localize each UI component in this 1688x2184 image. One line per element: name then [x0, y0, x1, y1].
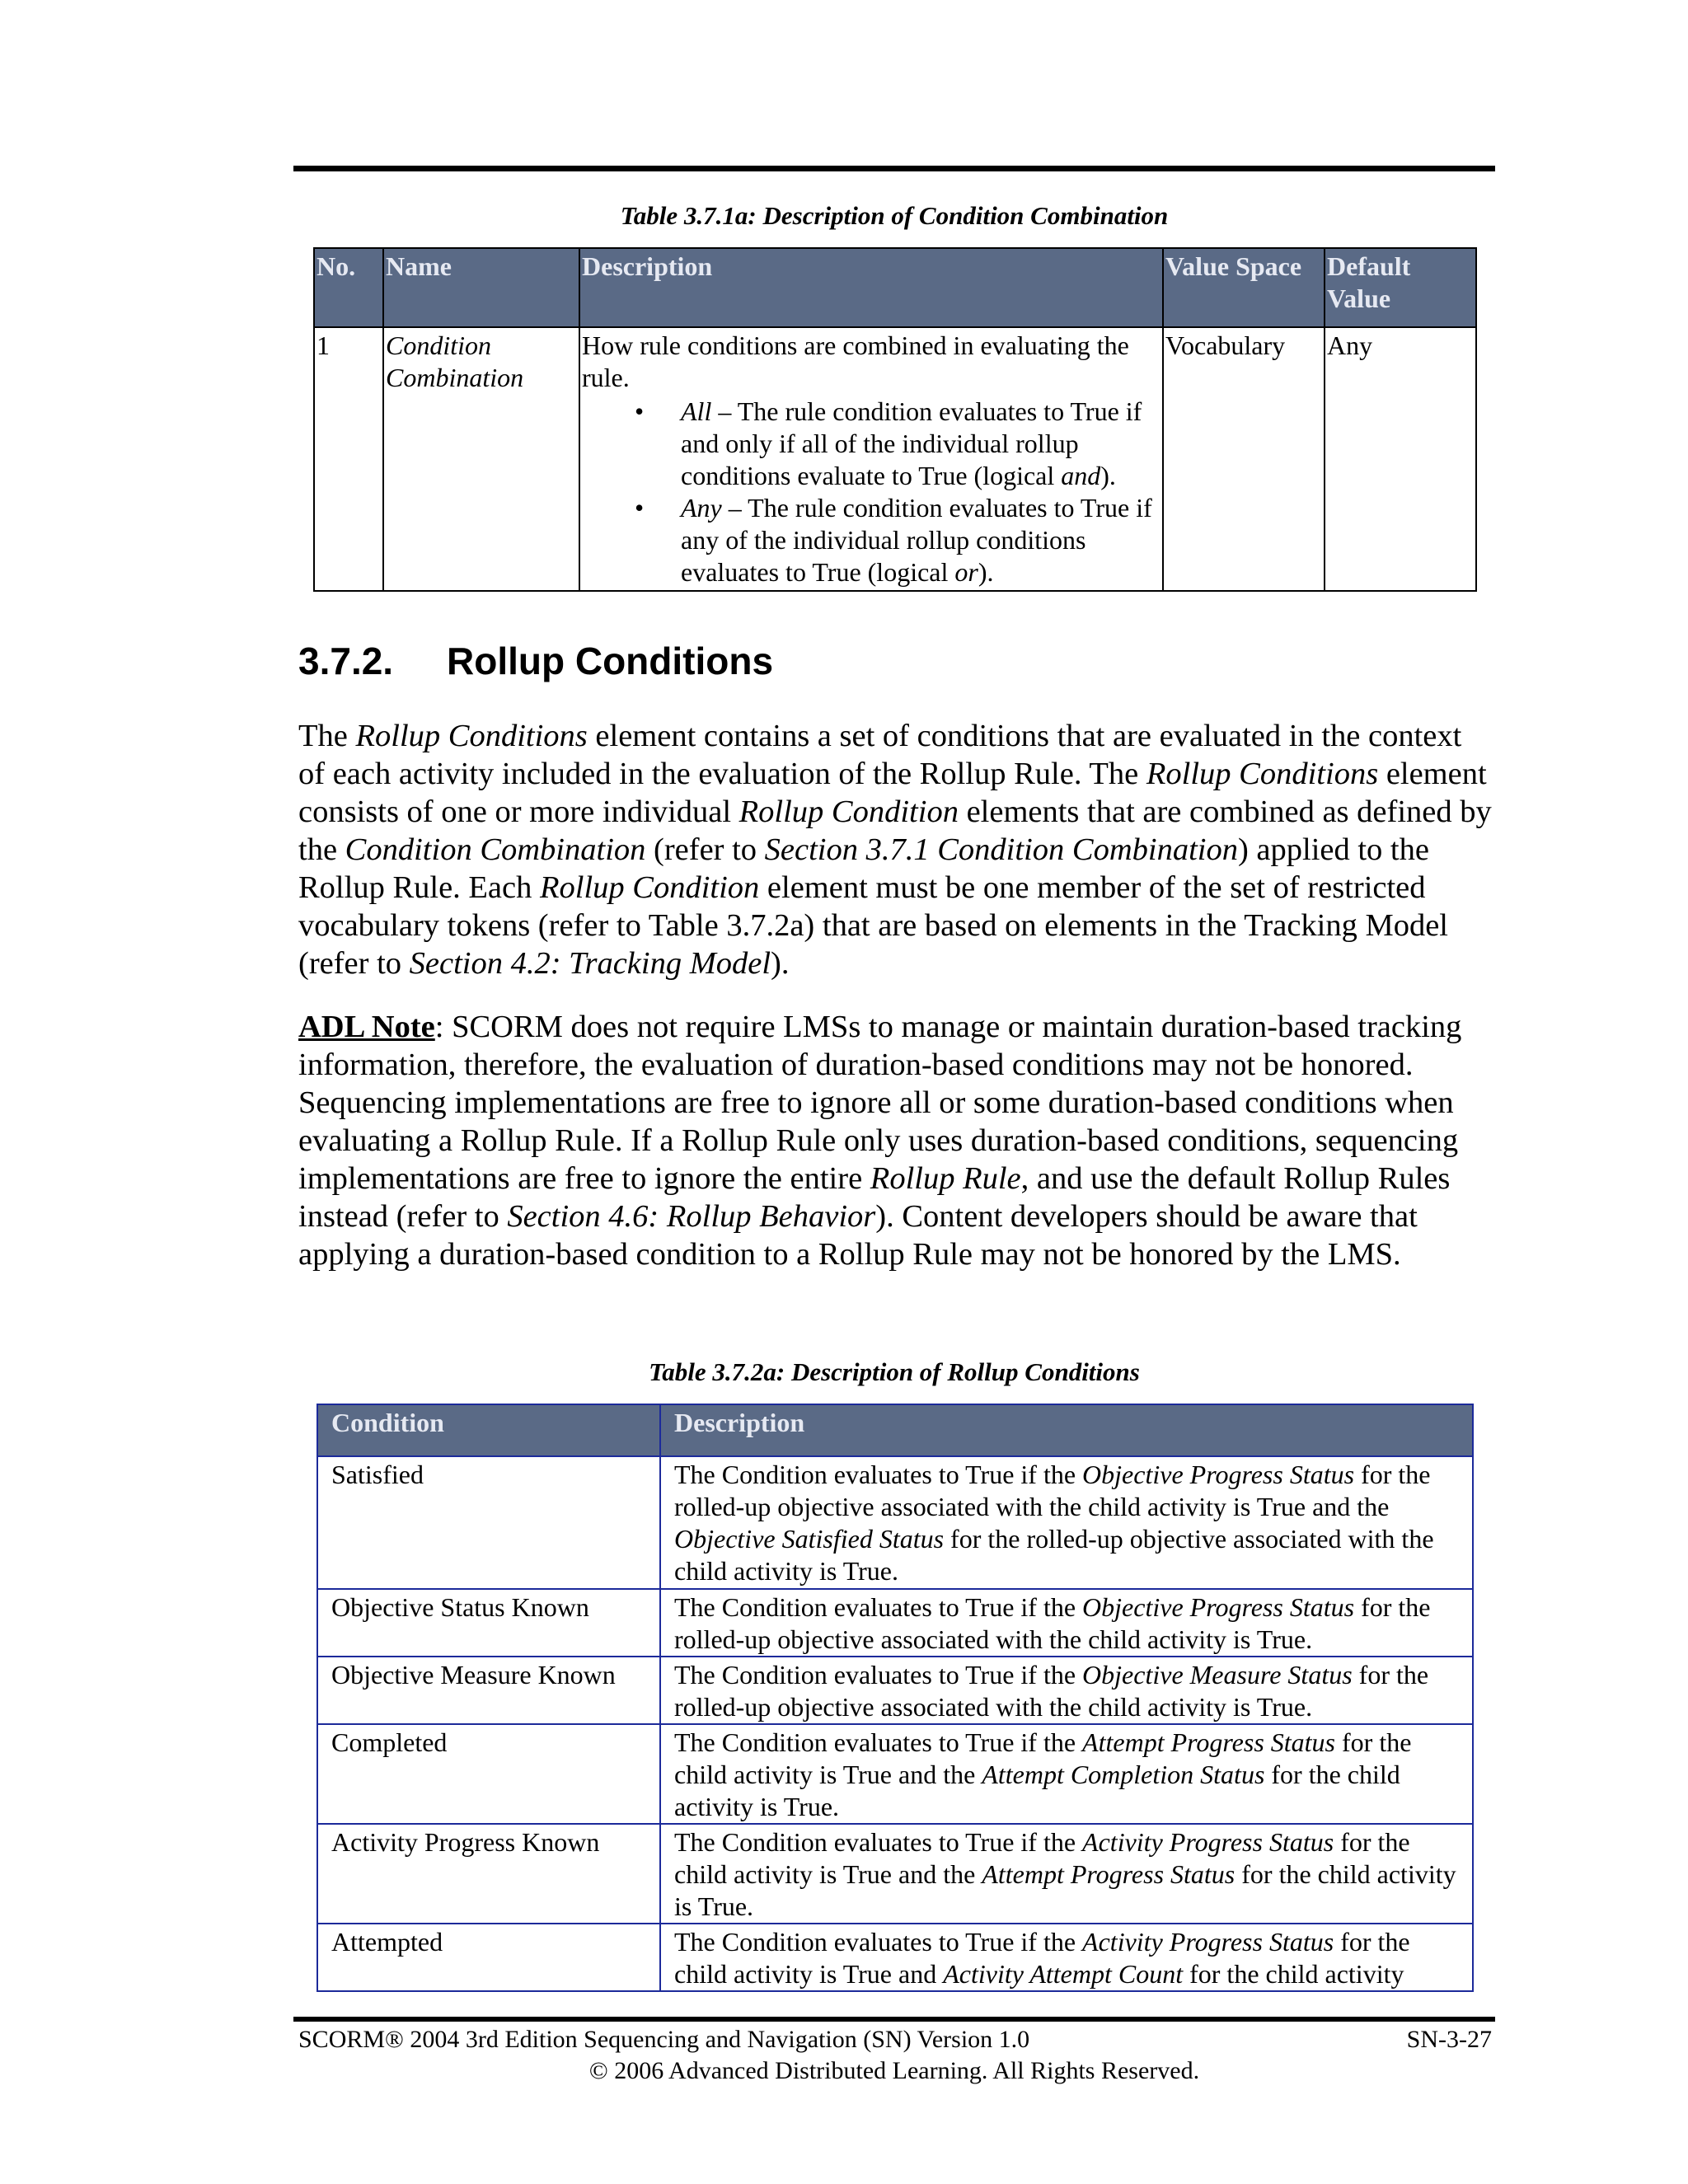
italic-term: Objective Satisfied Status	[674, 1524, 945, 1554]
adl-note-label: ADL Note	[298, 1010, 435, 1044]
condition-description-cell	[660, 1724, 1473, 1824]
text-run: for the child activity is True and the	[674, 1727, 1412, 1789]
text-run: for the rolled-up objective associated with the child activity is True.	[674, 1660, 1429, 1722]
list-item	[681, 492, 1160, 588]
text-run: The Condition evaluates to True if the	[674, 1827, 1083, 1857]
italic-term: Objective Progress Status	[1082, 1592, 1355, 1622]
text-run: ) applied to the Rollup Rule. Each	[298, 832, 1429, 905]
term-any-text: – The rule condition evaluates to True if any of the individual rollup conditions evaluates to True (logical	[681, 493, 1152, 587]
header-rule	[293, 166, 1495, 171]
table2-header-description: Description	[660, 1404, 1473, 1456]
condition-cell: Attempted	[317, 1924, 660, 1991]
text-run: element consists of one or more individual	[298, 757, 1487, 829]
text-run: for the rolled-up objective associated with the child activity is True and the	[674, 1460, 1431, 1521]
italic-term: Rollup Condition	[539, 870, 760, 905]
text-run: The Condition evaluates to True if the	[674, 1592, 1083, 1622]
italic-term: Rollup Conditions	[1146, 757, 1379, 791]
term-all-logic: and	[1061, 461, 1101, 490]
table1-cell-value-space: Vocabulary	[1163, 327, 1325, 591]
section-heading	[298, 636, 773, 686]
italic-term: Activity Progress Status	[1082, 1927, 1334, 1957]
table2-header-condition: Condition	[317, 1404, 660, 1456]
italic-term: Section 4.2: Tracking Model	[409, 946, 771, 981]
term-all: All	[681, 396, 712, 426]
italic-term: Rollup Rule	[870, 1161, 1021, 1196]
italic-term: Attempt Progress Status	[982, 1859, 1236, 1889]
section-title: Rollup Conditions	[447, 640, 774, 682]
italic-term: Rollup Conditions	[355, 719, 588, 753]
text-run: for the child activity is True.	[674, 1859, 1456, 1921]
italic-term: Condition Combination	[345, 832, 646, 867]
italic-term: Section 3.7.1 Condition Combination	[764, 832, 1238, 867]
condition-cell: Objective Status Known	[317, 1589, 660, 1657]
footer-rule	[293, 2017, 1495, 2022]
condition-cell: Completed	[317, 1724, 660, 1824]
footer-document-title: SCORM® 2004 3rd Edition Sequencing and Navigation (SN) Version 1.0	[298, 2026, 1030, 2053]
text-run: The Condition evaluates to True if the	[674, 1727, 1083, 1757]
table1-caption: Table 3.7.1a: Description of Condition Combination	[620, 201, 1169, 230]
adl-note-text	[298, 1010, 1461, 1272]
italic-term: Rollup Condition	[738, 794, 959, 829]
condition-description-cell	[660, 1456, 1473, 1589]
table1-description-intro: How rule conditions are combined in evaluating the rule.	[582, 330, 1129, 392]
text-run: , and use the default Rollup Rules instead (refer to	[298, 1161, 1451, 1234]
text-run: The Condition evaluates to True if the	[674, 1660, 1083, 1690]
table1-cell-description	[579, 327, 1163, 591]
condition-cell: Satisfied	[317, 1456, 660, 1589]
table1-header-no: No.	[314, 248, 383, 327]
italic-term: Section 4.6: Rollup Behavior	[507, 1199, 876, 1234]
text-run: for the child activity is True and the	[674, 1827, 1410, 1889]
condition-cell: Activity Progress Known	[317, 1824, 660, 1924]
table-row	[317, 1924, 1473, 1991]
table2-header-row	[317, 1404, 1473, 1456]
text-run: The Condition evaluates to True if the	[674, 1927, 1083, 1957]
table-row	[317, 1724, 1473, 1824]
text-run: for the child activity is True and	[674, 1927, 1410, 1989]
condition-description-cell	[660, 1657, 1473, 1724]
table1-cell-default-value: Any	[1325, 327, 1476, 591]
table-row	[314, 327, 1476, 591]
table1-cell-no: 1	[314, 327, 383, 591]
text-run: (refer to	[645, 832, 765, 867]
text-run: ).	[771, 946, 790, 981]
table-row	[317, 1657, 1473, 1724]
condition-description-cell	[660, 1924, 1473, 1991]
text-run: element must be one member of the set of restricted vocabulary tokens (refer to Table 3.7.2a) that are based on elements in the Tracking Model (refer to	[298, 870, 1449, 981]
text-run: for the child activity is True.	[674, 1760, 1400, 1821]
text-run: ). Content developers should be aware that applying a duration-based condition to a Rollup Rule may not be honored by the LMS.	[298, 1199, 1418, 1272]
text-run: for the rolled-up objective associated with the child activity is True.	[674, 1524, 1434, 1586]
text-run: element contains a set of conditions that are evaluated in the context of each activity included in the evaluation of the Rollup Rule. The	[298, 719, 1462, 791]
condition-description-cell	[660, 1824, 1473, 1924]
section-number: 3.7.2.	[298, 640, 394, 682]
footer-copyright: © 2006 Advanced Distributed Learning. All Rights Reserved.	[588, 2057, 1200, 2084]
term-any-end: ).	[978, 557, 994, 587]
condition-cell: Objective Measure Known	[317, 1657, 660, 1724]
table-row	[317, 1456, 1473, 1589]
condition-description-cell	[660, 1589, 1473, 1657]
text-run: for the child activity	[1183, 1959, 1404, 1989]
footer-page-number: SN-3-27	[1406, 2026, 1492, 2053]
term-all-end: ).	[1100, 461, 1116, 490]
table1-header-description: Description	[579, 248, 1163, 327]
list-item	[681, 396, 1160, 492]
italic-term: Objective Progress Status	[1082, 1460, 1355, 1489]
table1-header-name: Name	[383, 248, 579, 327]
italic-term: Activity Attempt Count	[943, 1959, 1184, 1989]
text-run: for the rolled-up objective associated with the child activity is True.	[674, 1592, 1431, 1654]
table-row	[317, 1589, 1473, 1657]
table2-caption: Table 3.7.2a: Description of Rollup Conditions	[649, 1357, 1140, 1386]
text-run: The	[298, 719, 356, 753]
italic-term: Attempt Completion Status	[982, 1760, 1265, 1789]
table1-header-row	[314, 248, 1476, 327]
adl-note-paragraph	[298, 1008, 1495, 1273]
rollup-conditions-table	[316, 1404, 1474, 1992]
term-all-text: – The rule condition evaluates to True if and only if all of the individual rollup conditions evaluate to True (logical	[681, 396, 1142, 490]
table-row	[317, 1824, 1473, 1924]
rollup-conditions-paragraph	[298, 717, 1495, 982]
term-any-logic: or	[954, 557, 978, 587]
table1-header-default-value: Default Value	[1325, 248, 1476, 327]
italic-term: Attempt Progress Status	[1082, 1727, 1335, 1757]
text-run: : SCORM does not require LMSs to manage or maintain duration-based tracking information, therefore, the evaluation of duration-based conditions may not be honored. Sequencing implementations are free to ignore all or some duration-based conditions when evaluating a Rollup Rule. If a Rollup Rule only uses duration-based conditions, sequencing implementations are free to ignore the entire	[298, 1010, 1462, 1196]
term-any: Any	[681, 493, 722, 523]
italic-term: Activity Progress Status	[1082, 1827, 1334, 1857]
condition-combination-table	[313, 247, 1477, 592]
table1-description-list	[582, 396, 1160, 588]
table1-cell-name: Condition Combination	[383, 327, 579, 591]
text-run: The Condition evaluates to True if the	[674, 1460, 1083, 1489]
italic-term: Objective Measure Status	[1082, 1660, 1353, 1690]
text-run: elements that are combined as defined by the	[298, 794, 1492, 867]
table1-header-value-space: Value Space	[1163, 248, 1325, 327]
